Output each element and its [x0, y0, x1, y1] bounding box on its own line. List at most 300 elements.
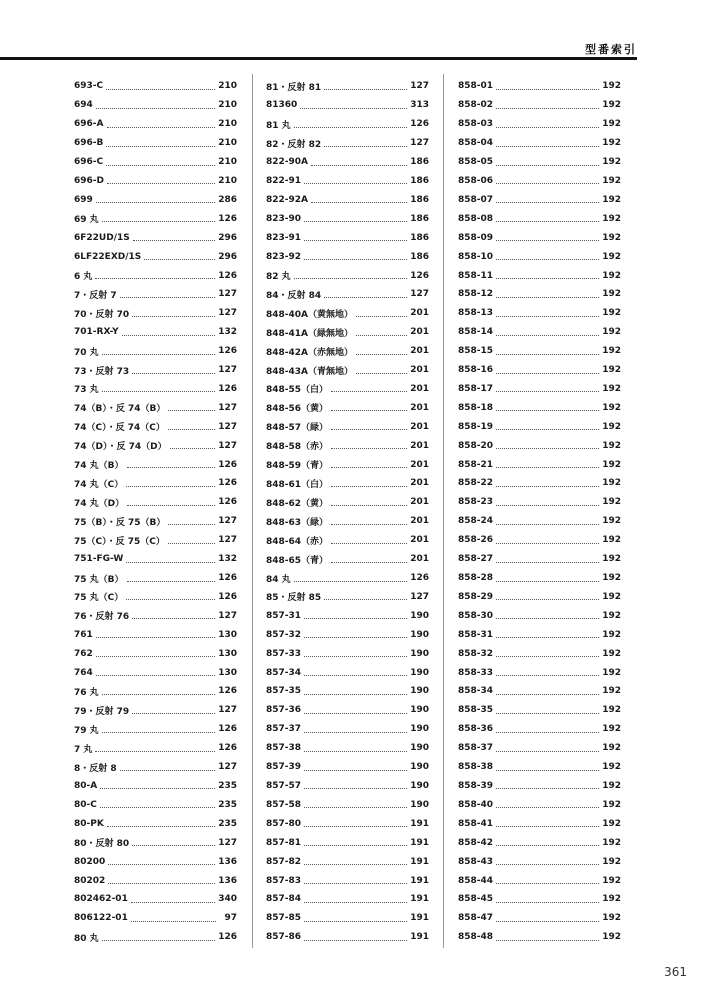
entry-code: 69 丸: [74, 215, 99, 226]
page-title: 型番索引: [585, 43, 637, 56]
entry-code: 806122-01: [74, 913, 128, 924]
index-entry: [266, 474, 429, 493]
dot-leader: [95, 278, 215, 279]
entry-page: 201: [410, 535, 429, 546]
dot-leader: [96, 637, 215, 638]
dot-leader: [108, 883, 215, 884]
dot-leader: [132, 373, 215, 374]
entry-code: 858-28: [458, 573, 494, 584]
dot-leader: [496, 486, 599, 487]
index-entry: [458, 625, 621, 644]
entry-code: 858-33: [458, 667, 494, 678]
entry-page: 192: [602, 270, 621, 281]
entry-code: 696-A: [74, 119, 104, 130]
dot-leader: [331, 562, 407, 563]
index-entry: [458, 209, 621, 228]
entry-code: 694: [74, 100, 93, 111]
entry-page: 192: [602, 837, 621, 848]
index-entry: [74, 266, 237, 285]
index-entry: [266, 758, 429, 777]
entry-page: 235: [218, 780, 237, 791]
dot-leader: [304, 675, 407, 676]
dot-leader: [331, 505, 407, 506]
index-entry: [266, 606, 429, 625]
entry-code: 858-13: [458, 308, 494, 319]
entry-code: 857-86: [266, 932, 302, 943]
index-entry: [458, 777, 621, 796]
entry-page: 192: [602, 573, 621, 584]
entry-page: 192: [602, 497, 621, 508]
entry-code: 858-37: [458, 743, 494, 754]
dot-leader: [168, 524, 215, 525]
entry-page: 192: [602, 535, 621, 546]
index-entry: [458, 701, 621, 720]
index-entry: [458, 304, 621, 323]
index-entry: [74, 625, 237, 644]
entry-code: 81・反射 81: [266, 82, 322, 93]
index-entry: [74, 606, 237, 625]
entry-code: 848-42A（赤無地）: [266, 347, 354, 358]
entry-code: 76・反射 76: [74, 612, 130, 623]
entry-page: 127: [218, 402, 237, 413]
entry-page: 191: [410, 818, 429, 829]
entry-page: 340: [218, 894, 237, 905]
entry-code: 857-34: [266, 667, 302, 678]
index-entry: [74, 436, 237, 455]
entry-code: 74（B）・反 74（B）: [74, 404, 166, 415]
entry-code: 848-41A（緑無地）: [266, 328, 354, 339]
index-entry: [266, 493, 429, 512]
dot-leader: [356, 316, 407, 317]
index-entry: [266, 285, 429, 304]
dot-leader: [304, 259, 407, 260]
entry-code: 858-02: [458, 100, 494, 111]
index-entry: [74, 739, 237, 758]
index-entry: [74, 96, 237, 115]
entry-page: 136: [218, 856, 237, 867]
index-entry: [74, 644, 237, 663]
entry-page: 127: [218, 610, 237, 621]
entry-code: 6 丸: [74, 272, 93, 283]
dot-leader: [127, 505, 215, 506]
entry-code: 857-36: [266, 705, 302, 716]
dot-leader: [294, 278, 408, 279]
dot-leader: [496, 335, 599, 336]
entry-page: 192: [602, 421, 621, 432]
entry-code: 857-58: [266, 799, 302, 810]
entry-page: 296: [218, 232, 237, 243]
entry-page: 192: [602, 932, 621, 943]
dot-leader: [126, 599, 215, 600]
dot-leader: [496, 259, 599, 260]
index-entry: [266, 380, 429, 399]
dot-leader: [102, 354, 216, 355]
entry-page: 126: [218, 497, 237, 508]
dot-leader: [496, 788, 599, 789]
dot-leader: [496, 127, 599, 128]
dot-leader: [496, 448, 599, 449]
entry-page: 186: [410, 194, 429, 205]
index-entry: [74, 814, 237, 833]
dot-leader: [96, 108, 215, 109]
entry-code: 858-12: [458, 289, 494, 300]
entry-code: 858-47: [458, 913, 494, 924]
entry-code: 857-83: [266, 875, 302, 886]
entry-code: 822-92A: [266, 194, 309, 205]
entry-page: 192: [602, 875, 621, 886]
dot-leader: [496, 751, 599, 752]
dot-leader: [122, 335, 216, 336]
entry-code: 75（B）・反 75（B）: [74, 517, 166, 528]
dot-leader: [496, 656, 599, 657]
dot-leader: [304, 637, 407, 638]
entry-page: 191: [410, 913, 429, 924]
entry-code: 764: [74, 667, 93, 678]
entry-page: 192: [602, 610, 621, 621]
dot-leader: [496, 202, 599, 203]
entry-page: 192: [602, 327, 621, 338]
entry-page: 192: [602, 705, 621, 716]
entry-page: 126: [410, 119, 429, 130]
dot-leader: [496, 221, 599, 222]
index-entry: [266, 96, 429, 115]
entry-page: 296: [218, 251, 237, 262]
index-entry: [458, 852, 621, 871]
entry-page: 192: [602, 478, 621, 489]
dot-leader: [496, 618, 599, 619]
dot-leader: [102, 221, 216, 222]
entry-code: 79 丸: [74, 725, 99, 736]
entry-page: 127: [218, 837, 237, 848]
entry-code: 76 丸: [74, 687, 99, 698]
entry-page: 127: [410, 289, 429, 300]
entry-code: 857-81: [266, 837, 302, 848]
dot-leader: [127, 467, 216, 468]
entry-page: 126: [218, 346, 237, 357]
entry-page: 192: [602, 516, 621, 527]
index-entry: [74, 512, 237, 531]
index-entry: [74, 455, 237, 474]
index-entry: [266, 247, 429, 266]
entry-page: 97: [224, 913, 237, 924]
index-entry: [266, 587, 429, 606]
entry-page: 191: [410, 856, 429, 867]
entry-page: 136: [218, 875, 237, 886]
index-entry: [266, 909, 429, 928]
index-entry: [266, 115, 429, 134]
dot-leader: [496, 505, 599, 506]
dot-leader: [496, 524, 599, 525]
dot-leader: [331, 429, 407, 430]
entry-code: 858-21: [458, 459, 494, 470]
entry-code: 858-03: [458, 119, 494, 130]
entry-code: 822-90A: [266, 157, 309, 168]
entry-page: 127: [218, 365, 237, 376]
dot-leader: [132, 713, 215, 714]
dot-leader: [96, 656, 215, 657]
dot-leader: [304, 732, 407, 733]
dot-leader: [496, 883, 599, 884]
entry-page: 201: [410, 327, 429, 338]
entry-page: 126: [218, 743, 237, 754]
index-entry: [266, 871, 429, 890]
entry-code: 858-36: [458, 724, 494, 735]
index-entry: [74, 361, 237, 380]
dot-leader: [331, 448, 407, 449]
entry-page: 191: [410, 894, 429, 905]
dot-leader: [496, 316, 599, 317]
entry-page: 126: [218, 383, 237, 394]
dot-leader: [127, 581, 216, 582]
entry-code: 858-39: [458, 780, 494, 791]
dot-leader: [133, 240, 215, 241]
dot-leader: [496, 864, 599, 865]
index-entry: [74, 493, 237, 512]
entry-code: 858-30: [458, 610, 494, 621]
index-entry: [458, 436, 621, 455]
index-entry: [458, 758, 621, 777]
index-entry: [266, 77, 429, 96]
entry-code: 74 丸（C）: [74, 479, 124, 490]
entry-code: 761: [74, 629, 93, 640]
entry-code: 858-32: [458, 648, 494, 659]
dot-leader: [324, 89, 407, 90]
dot-leader: [304, 921, 407, 922]
dot-leader: [324, 146, 407, 147]
header-rule: [0, 57, 637, 60]
entry-page: 210: [218, 138, 237, 149]
index-entry: [74, 417, 237, 436]
dot-leader: [131, 921, 216, 922]
dot-leader: [496, 354, 599, 355]
dot-leader: [304, 845, 407, 846]
index-entry: [458, 531, 621, 550]
entry-code: 823-91: [266, 232, 302, 243]
entry-code: 75 丸（C）: [74, 593, 124, 604]
entry-code: 7・反射 7: [74, 290, 117, 301]
entry-code: 858-04: [458, 138, 494, 149]
entry-code: 858-40: [458, 799, 494, 810]
dot-leader: [496, 637, 599, 638]
entry-code: 82 丸: [266, 272, 291, 283]
index-entry: [74, 228, 237, 247]
entry-page: 190: [410, 705, 429, 716]
dot-leader: [102, 391, 216, 392]
entry-page: 192: [602, 856, 621, 867]
index-entry: [458, 493, 621, 512]
entry-page: 127: [218, 289, 237, 300]
dot-leader: [311, 165, 407, 166]
entry-page: 126: [218, 724, 237, 735]
index-entry: [74, 795, 237, 814]
dot-leader: [331, 410, 407, 411]
index-entry: [266, 550, 429, 569]
dot-leader: [496, 467, 599, 468]
entry-page: 192: [602, 138, 621, 149]
entry-page: 132: [218, 554, 237, 565]
entry-page: 190: [410, 780, 429, 791]
index-entry: [458, 266, 621, 285]
entry-page: 186: [410, 157, 429, 168]
entry-page: 127: [218, 705, 237, 716]
dot-leader: [96, 202, 215, 203]
index-entry: [74, 909, 237, 928]
entry-code: 858-10: [458, 251, 494, 262]
entry-page: 192: [602, 213, 621, 224]
dot-leader: [95, 751, 215, 752]
entry-page: 127: [218, 421, 237, 432]
entry-page: 132: [218, 327, 237, 338]
entry-code: 823-92: [266, 251, 302, 262]
dot-leader: [304, 940, 407, 941]
dot-leader: [304, 618, 407, 619]
dot-leader: [331, 486, 407, 487]
entry-code: 857-31: [266, 610, 302, 621]
dot-leader: [331, 467, 407, 468]
entry-code: 858-16: [458, 365, 494, 376]
entry-code: 858-09: [458, 232, 494, 243]
entry-page: 235: [218, 818, 237, 829]
entry-page: 126: [218, 459, 237, 470]
dot-leader: [496, 845, 599, 846]
dot-leader: [324, 297, 407, 298]
dot-leader: [304, 864, 407, 865]
entry-code: 74 丸（B）: [74, 461, 124, 472]
index-entry: [74, 531, 237, 550]
dot-leader: [106, 146, 215, 147]
dot-leader: [168, 410, 215, 411]
index-entry: [74, 115, 237, 134]
entry-page: 126: [218, 270, 237, 281]
index-column-2: [266, 77, 429, 947]
entry-code: 74（C）・反 74（C）: [74, 423, 165, 434]
dot-leader: [496, 562, 599, 563]
index-entry: [266, 436, 429, 455]
dot-leader: [496, 543, 599, 544]
entry-code: 699: [74, 194, 93, 205]
entry-code: 75（C）・反 75（C）: [74, 536, 165, 547]
entry-page: 235: [218, 799, 237, 810]
entry-page: 210: [218, 175, 237, 186]
entry-code: 848-61（白）: [266, 479, 329, 490]
index-entry: [266, 512, 429, 531]
index-entry: [458, 550, 621, 569]
dot-leader: [304, 183, 407, 184]
index-entry: [458, 569, 621, 588]
index-entry: [74, 172, 237, 191]
entry-code: 80-PK: [74, 818, 104, 829]
index-entry: [458, 512, 621, 531]
dot-leader: [496, 770, 599, 771]
entry-page: 126: [410, 573, 429, 584]
entry-page: 190: [410, 686, 429, 697]
index-entry: [74, 682, 237, 701]
index-entry: [74, 323, 237, 342]
entry-code: 858-41: [458, 818, 494, 829]
entry-page: 126: [218, 591, 237, 602]
entry-code: 751-FG-W: [74, 554, 124, 565]
index-entry: [266, 190, 429, 209]
entry-code: 858-22: [458, 478, 494, 489]
entry-page: 190: [410, 648, 429, 659]
index-entry: [266, 569, 429, 588]
entry-code: 858-27: [458, 554, 494, 565]
entry-page: 130: [218, 648, 237, 659]
index-entry: [458, 909, 621, 928]
index-entry: [74, 474, 237, 493]
index-entry: [458, 380, 621, 399]
entry-page: 190: [410, 762, 429, 773]
dot-leader: [106, 89, 215, 90]
index-entry: [458, 228, 621, 247]
dot-leader: [131, 902, 215, 903]
index-entry: [266, 795, 429, 814]
entry-code: 858-15: [458, 346, 494, 357]
dot-leader: [102, 732, 216, 733]
entry-page: 192: [602, 459, 621, 470]
dot-leader: [496, 183, 599, 184]
entry-page: 190: [410, 724, 429, 735]
dot-leader: [300, 108, 407, 109]
index-entry: [74, 587, 237, 606]
index-entry: [74, 852, 237, 871]
entry-page: 286: [218, 194, 237, 205]
dot-leader: [496, 429, 599, 430]
entry-code: 858-26: [458, 535, 494, 546]
entry-page: 201: [410, 308, 429, 319]
dot-leader: [331, 543, 407, 544]
entry-page: 126: [218, 686, 237, 697]
index-entry: [458, 342, 621, 361]
entry-code: 857-84: [266, 894, 302, 905]
entry-code: 857-33: [266, 648, 302, 659]
dot-leader: [496, 675, 599, 676]
entry-page: 192: [602, 402, 621, 413]
entry-code: 7 丸: [74, 744, 93, 755]
entry-page: 192: [602, 686, 621, 697]
dot-leader: [108, 864, 215, 865]
entry-code: 848-59（青）: [266, 461, 329, 472]
entry-code: 858-07: [458, 194, 494, 205]
entry-page: 186: [410, 232, 429, 243]
index-entry: [266, 625, 429, 644]
index-entry: [74, 758, 237, 777]
entry-page: 192: [602, 119, 621, 130]
entry-code: 75 丸（B）: [74, 574, 124, 585]
dot-leader: [496, 278, 599, 279]
index-entry: [458, 739, 621, 758]
index-entry: [458, 77, 621, 96]
entry-page: 201: [410, 383, 429, 394]
dot-leader: [356, 373, 407, 374]
entry-page: 192: [602, 799, 621, 810]
index-entry: [266, 398, 429, 417]
index-entry: [458, 587, 621, 606]
index-entry: [458, 115, 621, 134]
entry-page: 126: [410, 270, 429, 281]
index-entry: [458, 890, 621, 909]
dot-leader: [106, 165, 215, 166]
entry-page: 192: [602, 724, 621, 735]
index-column-3: [458, 77, 621, 947]
column-divider: [443, 74, 444, 948]
entry-page: 192: [602, 194, 621, 205]
entry-page: 192: [602, 440, 621, 451]
dot-leader: [496, 732, 599, 733]
entry-page: 190: [410, 743, 429, 754]
entry-code: 80・反射 80: [74, 839, 130, 850]
entry-code: 858-43: [458, 856, 494, 867]
